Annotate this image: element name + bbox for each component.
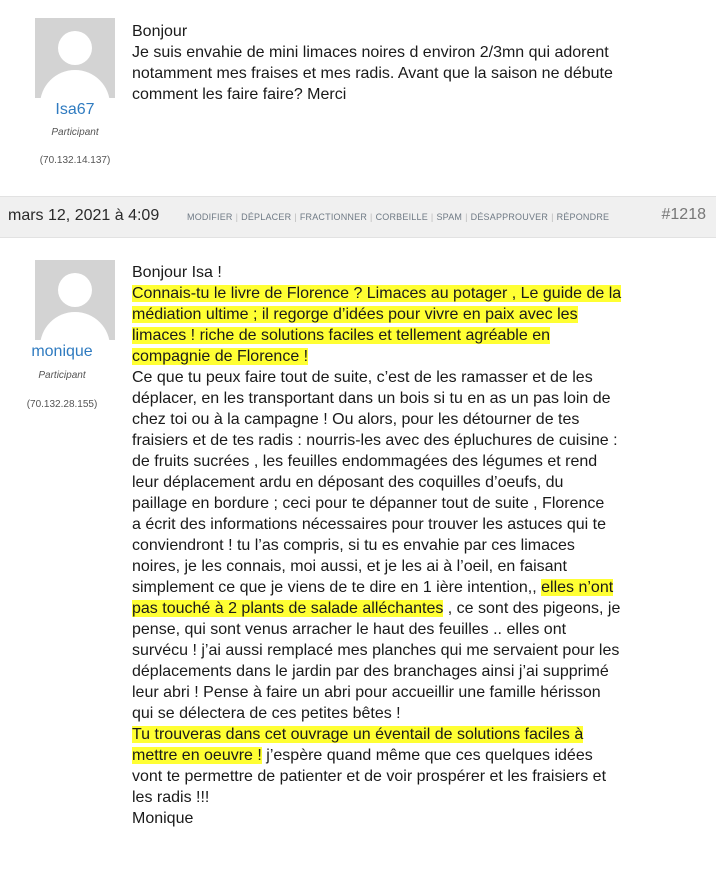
content-line [132,283,692,304]
content-line: les radis !!! [132,789,210,806]
highlighted-text: mettre en oeuvre ! [132,747,262,764]
separator: | [430,212,434,222]
content-line [132,745,692,766]
content-line: Ce que tu peux faire tout de suite, c’est de les ramasser et de les [132,369,593,386]
reply-link[interactable]: RÉPONDRE [556,212,610,222]
avatar-body-shape [40,70,110,98]
content-line: comment les faire faire? Merci [132,86,347,103]
reply-2 [0,240,716,871]
content-line: paillage en bordure ; ceci pour te dépanner tout de suite , Florence [132,495,605,512]
content-line: conviendront ! tu l’as compris, si tu es envahie par ces limaces [132,537,575,554]
avatar-head-shape [58,31,92,65]
post-date: mars 12, 2021 à 4:09 [8,207,160,224]
avatar-body-shape [40,312,110,340]
content-line: a écrit des informations nécessaires pour trouver les astuces qui te [132,516,607,533]
signature: Monique [132,810,194,827]
content-line [132,598,692,619]
content-line: fraisiers et de tes radis : nourris-les avec des épluchures de cuisine : [132,432,618,449]
content-line [132,346,692,367]
highlighted-text: médiation ultime ; il regorge d’idées pour vivre en paix avec les [132,306,578,323]
content-line [132,325,692,346]
content-line [132,304,692,325]
author-name-link[interactable]: monique [31,343,93,360]
unapprove-link[interactable]: DÉSAPPROUVER [470,212,549,222]
highlighted-text: compagnie de Florence ! [132,348,309,365]
content-line: qui se délectera de ces petites bêtes ! [132,705,401,722]
content-line: Bonjour [132,23,188,40]
content-line: déplacer, en les transportant dans un bois si tu en as un pas loin de [132,390,611,407]
content-line: pense, qui sont venus arracher le haut des feuilles .. elles ont [132,621,567,638]
content-line: déplacements dans le jardin par des branchages ainsi j’ai supprimé [132,663,609,680]
author-ip: (70.132.14.137) [39,155,111,166]
highlighted-text: elles n’ont [541,579,614,596]
content-line: vont te permettre de patienter et de voir prospérer et les fraisiers et [132,768,607,785]
avatar[interactable] [35,260,115,340]
reply-content [132,262,692,829]
separator: | [551,212,554,222]
plain-text: j’espère quand même que ces quelques idées [261,747,593,764]
author-role: Participant [38,370,86,381]
avatar[interactable] [35,18,115,98]
content-line: survécu ! j’ai aussi remplacé mes planches qui me servaient pour les [132,642,620,659]
highlighted-text: pas touché à 2 plants de salade alléchantes [132,600,444,617]
reply-content [132,21,692,105]
content-line: noires, je les connais, moi aussi, et je les ai à l’oeil, en faisant [132,558,567,575]
content-line: notamment mes fraises et mes radis. Avant que la saison ne débute [132,65,613,82]
reply-1 [0,0,716,190]
content-line [132,724,692,745]
trash-link[interactable]: CORBEILLE [375,212,428,222]
edit-link[interactable]: MODIFIER [187,212,233,222]
content-line: leur abri ! Pense à faire un abri pour accueillir une famille hérisson [132,684,601,701]
plain-text: simplement ce que je viens de te dire en 1 ière intention,, [132,579,542,596]
avatar-head-shape [58,273,92,307]
content-line: Je suis envahie de mini limaces noires d environ 2/3mn qui adorent [132,44,609,61]
highlighted-text: limaces ! riche de solutions faciles et tellement agréable en [132,327,550,344]
split-link[interactable]: FRACTIONNER [299,212,368,222]
content-line: de fruits sucrées , les feuilles endommagées des légumes et rend [132,453,598,470]
greeting: Bonjour Isa ! [132,264,222,281]
separator: | [294,212,297,222]
separator: | [465,212,468,222]
content-line [132,577,692,598]
permalink[interactable]: #1218 [661,206,706,223]
highlighted-text: Connais-tu le livre de Florence ? Limaces au potager , Le guide de la [132,285,622,302]
plain-text: , ce sont des pigeons, je [443,600,621,617]
separator: | [370,212,373,222]
author-ip: (70.132.28.155) [26,399,98,410]
content-line: chez toi ou à la campagne ! Ou alors, pour les détourner de tes [132,411,580,428]
spam-link[interactable]: SPAM [436,212,463,222]
reply-header [0,196,716,238]
author-role: Participant [51,127,99,138]
admin-links [187,212,609,222]
author-name-link[interactable]: Isa67 [55,101,95,118]
move-link[interactable]: DÉPLACER [241,212,292,222]
highlighted-text: Tu trouveras dans cet ouvrage un éventail de solutions faciles à [132,726,584,743]
content-line: leur déplacement ardu en déposant des coquilles d’oeufs, du [132,474,564,491]
separator: | [235,212,239,222]
